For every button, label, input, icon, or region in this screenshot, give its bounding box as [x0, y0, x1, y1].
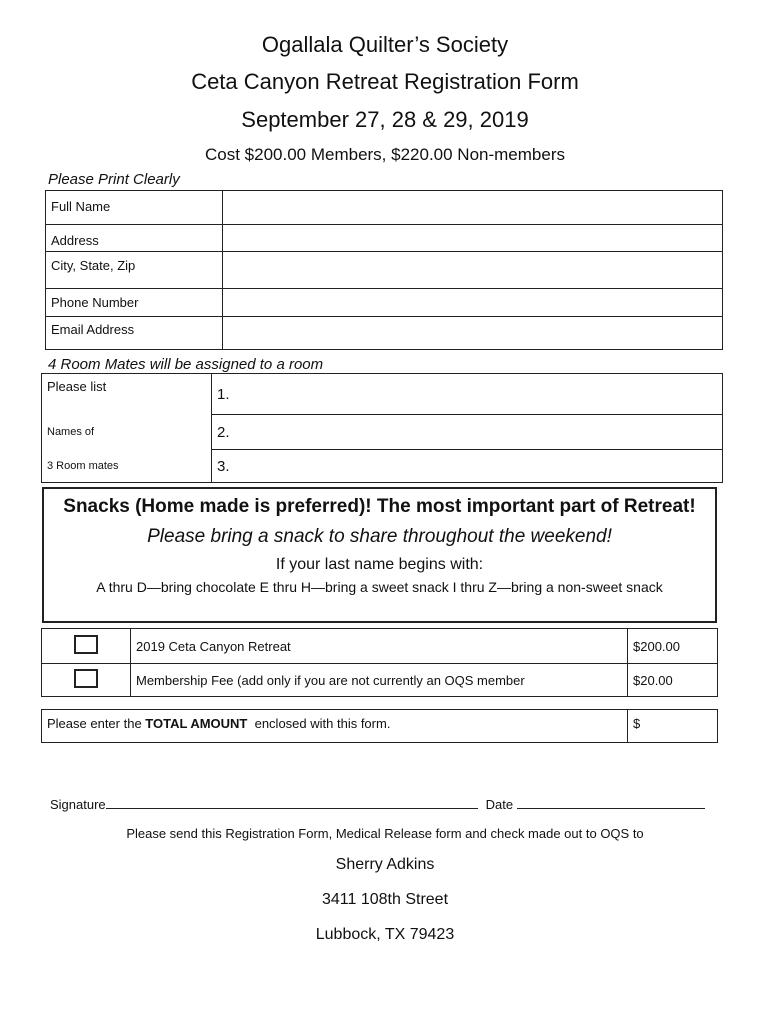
print-instruction: Please Print Clearly: [48, 171, 180, 188]
roommate-slot-2[interactable]: 2.: [212, 415, 723, 450]
signature-row: [50, 796, 705, 812]
fee-amount: $20.00: [628, 664, 718, 697]
roommates-table: [41, 373, 723, 483]
roommate-label: 3 Room mates: [42, 450, 212, 483]
field-label: Phone Number: [46, 289, 223, 317]
field-label: Address: [46, 225, 223, 252]
mailing-street: 3411 108th Street: [321, 891, 449, 908]
city-state-zip-input[interactable]: [223, 252, 723, 289]
field-label: Full Name: [46, 191, 223, 225]
event-dates: September 27, 28 & 29, 2019: [241, 107, 529, 132]
total-table: [41, 709, 718, 743]
roommate-slot-3[interactable]: 3.: [212, 450, 723, 483]
signature-line[interactable]: [106, 796, 478, 809]
personal-info-table: [45, 190, 723, 350]
roommate-label: Names of: [42, 415, 212, 450]
org-name: Ogallala Quilter’s Society: [261, 32, 509, 57]
field-label: Email Address: [46, 317, 223, 350]
mailing-city: Lubbock, TX 79423: [315, 926, 455, 943]
retreat-checkbox[interactable]: [74, 635, 98, 654]
roommate-note: 4 Room Mates will be assigned to a room: [48, 356, 324, 373]
membership-checkbox[interactable]: [74, 669, 98, 688]
snacks-subheading: Please bring a snack to share throughout the weekend!: [147, 526, 612, 547]
field-label: City, State, Zip: [46, 252, 223, 289]
snacks-box: [42, 487, 717, 623]
date-line[interactable]: [517, 796, 705, 809]
total-suffix: enclosed with this form.: [247, 716, 391, 731]
form-title: Ceta Canyon Retreat Registration Form: [191, 69, 579, 94]
snacks-assignments: A thru D—bring chocolate E thru H—bring a sweet snack I thru Z—bring a non-sweet snack: [96, 579, 663, 595]
email-input[interactable]: [223, 317, 723, 350]
total-bold: TOTAL AMOUNT: [145, 716, 248, 731]
snacks-intro: If your last name begins with:: [275, 556, 484, 573]
fee-description: Membership Fee (add only if you are not currently an OQS member: [131, 664, 628, 697]
fee-description: 2019 Ceta Canyon Retreat: [131, 629, 628, 664]
full-name-input[interactable]: [223, 191, 723, 225]
fee-amount: $200.00: [628, 629, 718, 664]
mailing-instruction: Please send this Registration Form, Medical Release form and check made out to OQS to: [126, 826, 644, 841]
roommate-slot-1[interactable]: 1.: [212, 374, 723, 415]
total-amount-input[interactable]: $: [628, 710, 718, 743]
snacks-heading: Snacks (Home made is preferred)! The most important part of Retreat!: [63, 496, 696, 517]
signature-label: Signature: [50, 797, 106, 812]
roommate-label: Please list: [42, 374, 212, 415]
checkbox-cell: [42, 664, 131, 697]
total-label: [42, 710, 628, 743]
checkbox-cell: [42, 629, 131, 664]
address-input[interactable]: [223, 225, 723, 252]
total-prefix: Please enter the: [47, 716, 146, 731]
fees-table: [41, 628, 718, 697]
mailing-name: Sherry Adkins: [335, 856, 435, 873]
date-label: Date: [485, 797, 514, 812]
phone-input[interactable]: [223, 289, 723, 317]
cost-line: Cost $200.00 Members, $220.00 Non-members: [204, 145, 565, 164]
